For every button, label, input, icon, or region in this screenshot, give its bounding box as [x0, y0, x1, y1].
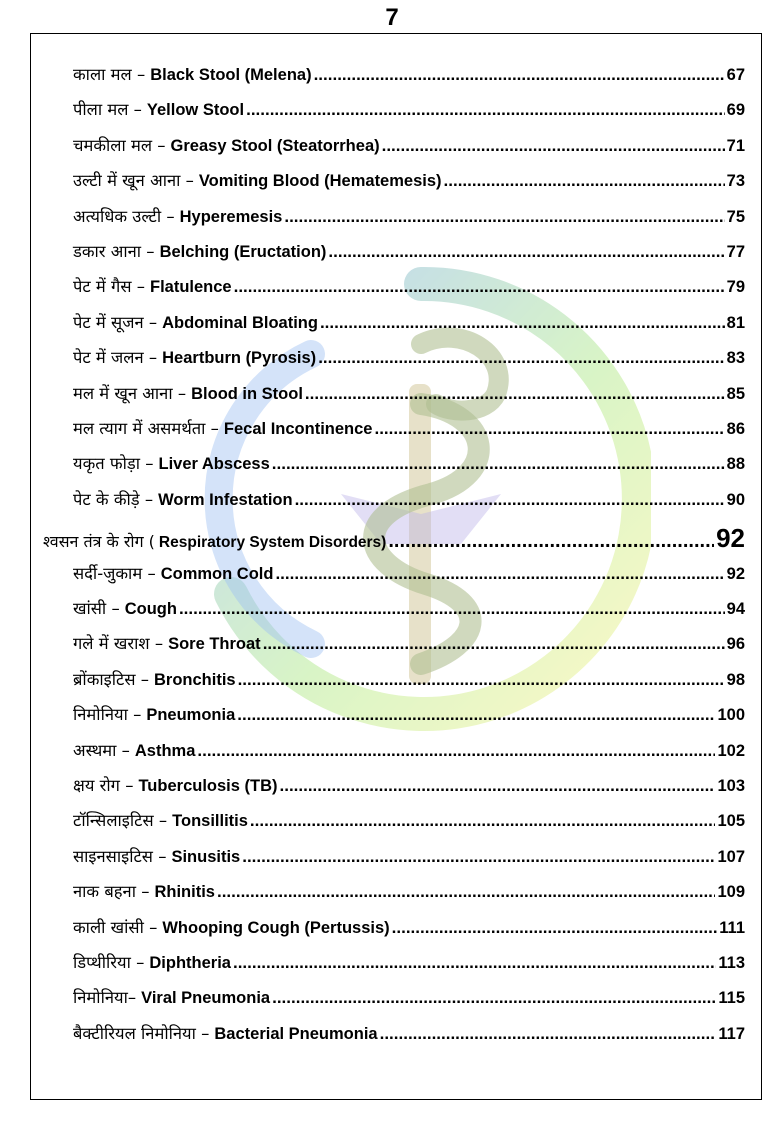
hindi-title: अत्यधिक उल्टी –	[73, 206, 175, 226]
page-ref: 73	[726, 172, 745, 191]
english-title: Rhinitis	[154, 883, 215, 902]
toc-entry[interactable]	[73, 985, 745, 1008]
hindi-title: श्वसन तंत्र के रोग (	[43, 532, 155, 552]
page-ref: 98	[726, 670, 745, 689]
page-ref: 92	[726, 564, 745, 583]
dot-leader	[250, 811, 716, 831]
english-title: Asthma	[134, 741, 196, 760]
english-title: Black Stool (Melena)	[150, 66, 312, 84]
page-ref: 102	[717, 741, 745, 760]
page-ref: 69	[726, 101, 745, 120]
english-title: Common Cold	[160, 564, 274, 583]
english-title: Flatulence	[149, 278, 232, 297]
section-heading[interactable]	[43, 523, 745, 554]
english-title: Blood in Stool	[191, 384, 303, 403]
english-title: Bacterial Pneumonia	[214, 1024, 378, 1043]
dot-leader	[272, 988, 716, 1008]
page-ref: 103	[717, 777, 745, 795]
hindi-title: काली खांसी –	[73, 917, 158, 937]
page-ref: 86	[726, 420, 745, 438]
page-ref: 83	[726, 349, 745, 368]
toc-entry[interactable]	[73, 667, 745, 690]
dot-leader	[246, 100, 725, 120]
page-ref: 75	[726, 207, 745, 226]
toc-entry[interactable]	[73, 168, 745, 191]
toc-frame	[30, 33, 762, 1100]
hindi-title: डिप्थीरिया –	[73, 953, 145, 972]
english-title: Cough	[124, 600, 177, 618]
dot-leader	[217, 882, 716, 902]
toc-entry[interactable]	[73, 97, 745, 120]
page-ref: 77	[726, 243, 745, 261]
toc-entry[interactable]	[73, 416, 745, 439]
page-ref: 88	[726, 455, 745, 474]
toc-entry[interactable]	[73, 62, 745, 85]
hindi-title: नाक बहना –	[73, 882, 150, 902]
hindi-title: सर्दी-जुकाम –	[73, 563, 156, 583]
dot-leader	[238, 670, 725, 690]
toc-entry[interactable]	[73, 844, 745, 867]
dot-leader	[328, 242, 724, 262]
toc-entry[interactable]	[73, 808, 745, 831]
hindi-title: निमोनिया–	[73, 988, 137, 1008]
hindi-title: चमकीला मल –	[73, 135, 166, 155]
page-ref: 115	[718, 989, 745, 1008]
english-title: Viral Pneumonia	[141, 989, 271, 1008]
toc-entry[interactable]	[73, 487, 745, 510]
toc-entry[interactable]	[73, 381, 745, 404]
hindi-title: ब्रोंकाइटिस –	[73, 669, 149, 689]
toc-entry[interactable]	[73, 702, 745, 725]
page-ref: 85	[726, 384, 745, 403]
page-ref: 92	[716, 523, 745, 554]
hindi-title: अस्थमा –	[73, 740, 130, 760]
dot-leader	[305, 384, 725, 404]
page-ref: 109	[717, 883, 745, 902]
dot-leader	[272, 454, 725, 474]
dot-leader	[314, 65, 725, 85]
dot-leader	[392, 918, 718, 938]
hindi-title: पीला मल –	[73, 100, 142, 120]
page-ref: 111	[719, 918, 745, 937]
dot-leader	[374, 419, 724, 439]
toc-entry[interactable]	[73, 950, 745, 973]
hindi-title: मल त्याग में असमर्थता –	[73, 419, 219, 438]
english-title: Whooping Cough (Pertussis)	[162, 918, 390, 937]
english-title: Respiratory System Disorders)	[158, 534, 387, 552]
english-title: Heartburn (Pyrosis)	[162, 349, 317, 368]
english-title: Sore Throat	[168, 635, 261, 654]
dot-leader	[318, 348, 724, 368]
dot-leader	[179, 599, 725, 619]
page-ref: 67	[726, 66, 745, 84]
dot-leader	[380, 1024, 717, 1044]
toc-entry[interactable]	[73, 773, 745, 796]
toc-entry[interactable]	[73, 204, 745, 227]
hindi-title: डकार आना –	[73, 242, 155, 261]
hindi-title: उल्टी में खून आना –	[73, 171, 194, 191]
page-ref: 96	[726, 635, 745, 654]
dot-leader	[295, 490, 725, 510]
hindi-title: निमोनिया –	[73, 705, 142, 725]
dot-leader	[263, 634, 725, 654]
hindi-title: पेट में सूजन –	[73, 312, 158, 332]
page-ref: 113	[718, 954, 745, 972]
page-number: 7	[385, 4, 399, 31]
english-title: Vomiting Blood (Hematemesis)	[198, 172, 442, 191]
toc-entry[interactable]	[73, 451, 745, 474]
dot-leader	[242, 847, 715, 867]
english-title: Belching (Eructation)	[159, 243, 327, 261]
english-title: Worm Infestation	[158, 490, 293, 509]
dot-leader	[388, 530, 714, 553]
english-title: Diphtheria	[149, 954, 231, 972]
toc-entry[interactable]	[73, 631, 745, 654]
english-title: Yellow Stool	[146, 101, 245, 120]
toc-entry[interactable]	[73, 1021, 745, 1044]
hindi-title: मल में खून आना –	[73, 383, 187, 403]
hindi-title: पेट में जलन –	[73, 348, 158, 368]
dot-leader	[280, 776, 716, 796]
english-title: Hyperemesis	[179, 207, 283, 226]
page-ref: 94	[726, 600, 745, 618]
dot-leader	[320, 313, 725, 333]
toc-entry[interactable]	[73, 133, 745, 156]
hindi-title: पेट में गैस –	[73, 277, 145, 297]
page-ref: 100	[717, 706, 745, 725]
hindi-title: क्षय रोग –	[73, 776, 134, 795]
page-ref: 90	[726, 490, 745, 509]
dot-leader	[233, 953, 716, 973]
toc-entry[interactable]	[73, 239, 745, 262]
english-title: Liver Abscess	[158, 455, 270, 474]
dot-leader	[444, 171, 725, 191]
hindi-title: यकृत फोड़ा –	[73, 454, 154, 474]
page-ref: 79	[726, 278, 745, 297]
hindi-title: खांसी –	[73, 599, 120, 618]
hindi-title: पेट के कीड़े –	[73, 489, 154, 509]
toc-entry[interactable]	[73, 310, 745, 333]
english-title: Tonsillitis	[172, 812, 248, 831]
page-ref: 81	[726, 313, 745, 332]
page-ref: 107	[717, 847, 745, 866]
english-title: Sinusitis	[171, 847, 241, 866]
toc-entry[interactable]	[73, 561, 745, 584]
hindi-title: गले में खराश –	[73, 634, 164, 654]
english-title: Pneumonia	[146, 706, 236, 725]
hindi-title: साइनसाइटिस –	[73, 846, 167, 866]
toc-entry[interactable]	[73, 915, 745, 938]
dot-leader	[275, 564, 724, 584]
toc-entry[interactable]	[73, 596, 745, 619]
toc-entry[interactable]	[73, 274, 745, 297]
hindi-title: टॉन्सिलाइटिस –	[73, 811, 168, 831]
dot-leader	[284, 207, 724, 227]
english-title: Tuberculosis (TB)	[138, 777, 278, 795]
hindi-title: काला मल –	[73, 65, 146, 84]
dot-leader	[197, 741, 715, 761]
page-ref: 105	[717, 812, 745, 831]
english-title: Bronchitis	[153, 670, 236, 689]
dot-leader	[234, 277, 725, 297]
dot-leader	[237, 705, 715, 725]
english-title: Abdominal Bloating	[162, 313, 318, 332]
english-title: Fecal Incontinence	[223, 420, 373, 438]
toc-entry[interactable]	[73, 879, 745, 902]
page-ref: 71	[726, 136, 745, 155]
page-ref: 117	[718, 1024, 745, 1043]
dot-leader	[382, 136, 725, 156]
toc-entry[interactable]	[73, 738, 745, 761]
english-title: Greasy Stool (Steatorrhea)	[170, 136, 380, 155]
toc-entry[interactable]	[73, 345, 745, 368]
hindi-title: बैक्टीरियल निमोनिया –	[73, 1023, 210, 1043]
